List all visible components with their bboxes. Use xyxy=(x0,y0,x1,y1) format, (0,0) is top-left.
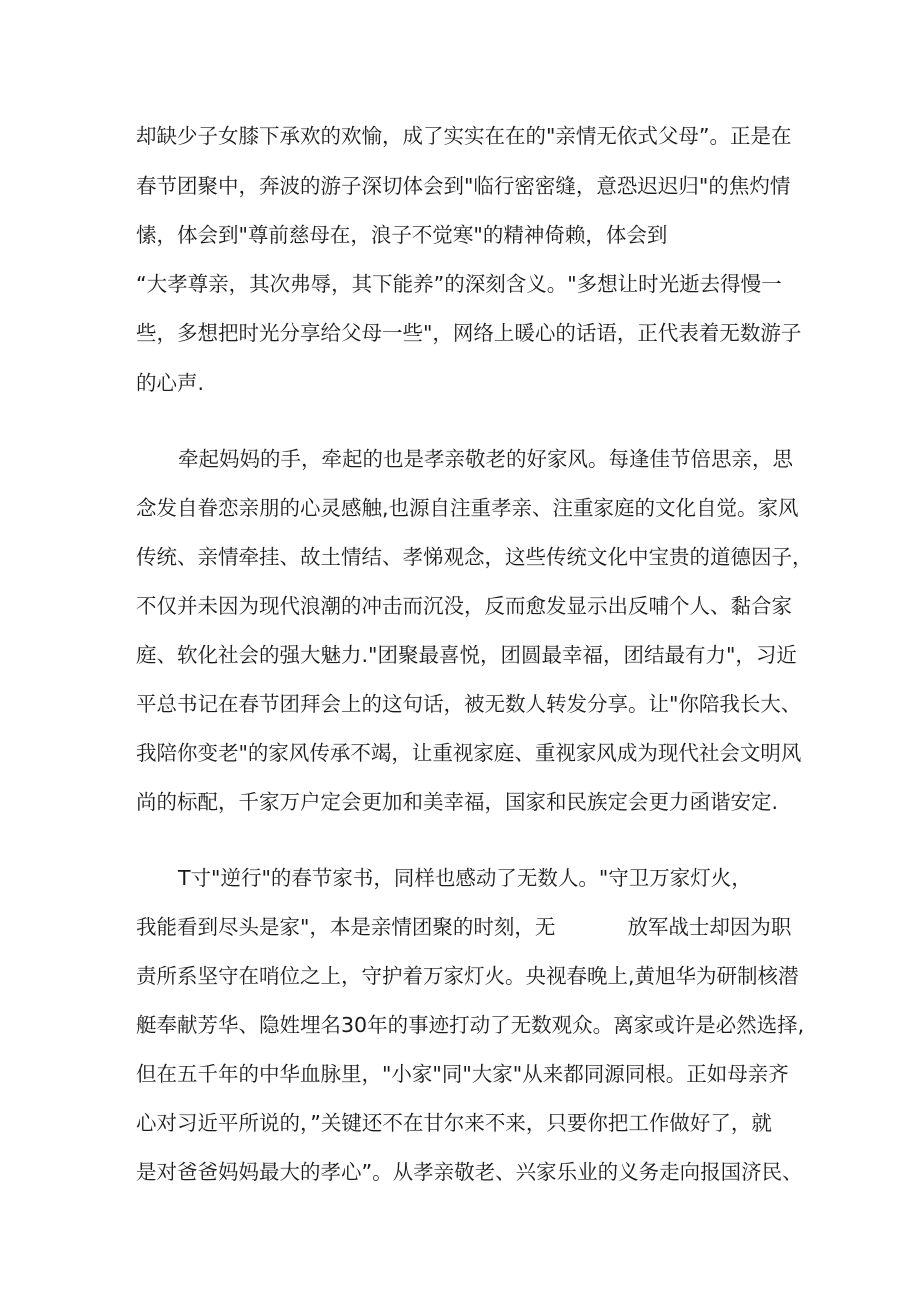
paragraph-1-line-2: 春节团聚中，奔波的游子深切体会到"临行密密缝，意恐迟迟归"的焦灼情 xyxy=(136,174,791,198)
paragraph-2-line-1: 牵起妈妈的手，牵起的也是孝亲敬老的好家风。每逢佳节倍思亲，思 xyxy=(178,447,793,471)
paragraph-2-line-8: 尚的标配，千家万户定会更加和美幸福，国家和民族定会更力函谐安定. xyxy=(136,790,779,814)
paragraph-3-line-3: 责所系坚守在哨位之上，守护着万家灯火。央视春晚上,黄旭华为研制核潜 xyxy=(136,964,799,988)
paragraph-1-line-5: 些，多想把时光分享给父母一些"，网络上暖心的话语，正代表着无数游子 xyxy=(136,321,802,345)
paragraph-3-line-5: 但在五千年的中华血脉里，"小家"同"大家"从来都同源同根。正如母亲齐 xyxy=(136,1062,789,1086)
paragraph-3-line-1: T寸"逆行"的春节家书，同样也感动了无数人。"守卫万家灯火， xyxy=(178,866,752,890)
paragraph-1-line-4: “大孝尊亲，其次弗辱，其下能养”的深刻含义。"多想让时光逝去得慢一 xyxy=(136,272,782,296)
paragraph-3-line-2 xyxy=(136,913,791,941)
paragraph-2-line-6: 平总书记在春节团拜会上的这句话，被无数人转发分享。让"你陪我长大、 xyxy=(136,692,802,716)
paragraph-3-line-6: 心对习近平所说的，”关键还不在甘尔来不来，只要你把工作做好了，就 xyxy=(136,1111,772,1135)
paragraph-2-line-3: 传统、亲情牵挂、故土情结、孝悌观念，这些传统文化中宝贵的道德因子， xyxy=(136,545,813,569)
paragraph-2-line-5: 庭、软化社会的强大魅力."团聚最喜悦，团圆最幸福，团结最有力"，习近 xyxy=(136,643,797,667)
paragraph-3-line-2-part-2: 放军战士却因为职 xyxy=(627,915,792,939)
paragraph-3-line-2-part-1: 我能看到尽头是家"，本是亲情团聚的时刻，无 xyxy=(136,915,556,939)
paragraph-3-line-4: 艇奉献芳华、隐姓埋名30年的事迹打动了无数观众。离家或许是必然选择, xyxy=(136,1013,805,1037)
paragraph-2-line-2: 念发自眷恋亲朋的心灵感触,也源自注重孝亲、注重家庭的文化自觉。家风 xyxy=(136,496,799,520)
paragraph-1-line-3: 愫，体会到"尊前慈母在，浪子不觉寒"的精神倚赖，体会到 xyxy=(136,223,668,247)
paragraph-3-line-7: 是对爸爸妈妈最大的孝心”。从孝亲敬老、兴家乐业的义务走向报国济民、 xyxy=(136,1160,803,1184)
paragraph-1-line-1: 却缺少子女膝下承欢的欢愉，成了实实在在的"亲情无依式父母”。正是在 xyxy=(136,124,792,148)
paragraph-1-line-6: 的心声. xyxy=(136,371,205,395)
paragraph-2-line-7: 我陪你变老"的家风传承不竭，让重视家庭、重视家风成为现代社会文明风 xyxy=(136,741,802,765)
paragraph-2-line-4: 不仅并未因为现代浪潮的冲击而沉没，反而愈发显示出反哺个人、黏合家 xyxy=(136,594,792,618)
